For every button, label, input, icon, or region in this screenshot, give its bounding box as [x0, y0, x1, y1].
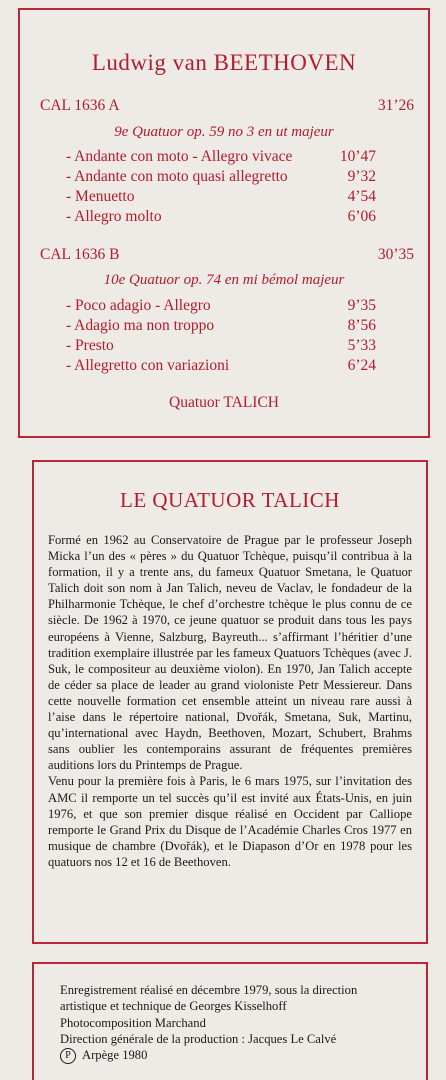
- biography-text: [48, 532, 412, 870]
- composer-title: Ludwig van BEETHOVEN: [91, 50, 357, 75]
- side-b-catalog: CAL 1636 B: [40, 246, 120, 263]
- performer: Quatuor TALICH: [169, 394, 279, 411]
- biography-paragraph: Venu pour la première fois à Paris, le 6 mars 1975, sur l’invitation des AMC il remporte un tel succès qu’il est invité aux États-Unis, en juin 1976, et que son premier disque réalisé en Occident par Calliope remporte le Grand Prix du Disque de l’Académie Charles Cros 1977 en musique de chambre (Dvořák), et le Diapason d’Or en 1978 pour les quatuors nos 12 et 16 de Beethoven.: [48, 774, 412, 869]
- copyright-line: [60, 1047, 416, 1064]
- tracklist-panel: [18, 8, 430, 438]
- track-title: - Poco adagio - Allegro: [66, 297, 211, 314]
- track-duration: 9’35: [347, 297, 376, 314]
- biography-paragraph: Formé en 1962 au Conservatoire de Prague par le professeur Joseph Micka l’un des « pères » du Quatuor Tchèque, puisqu’il contribua à la formation, il y a trente ans, du fameux Quatuor Smetana, le Quatuor Talich doit son nom à Jan Talich, neveu de Vaclav, le fondadeur de la Philharmonie Tchèque, le chef d’orchestre tchèque le plus connu de ce siècle. De 1962 à 1970, ce jeune quatuor se produit dans tous les pays européens à Vienne, Salzburg, Bayreuth... s’affirmant l’héritier d’une tradition exemplaire illustrée par les fameux Quatuors Tchèques (avec J. Suk, le compositeur au deuxième violon). En 1970, Jan Talich accepte de céder sa place de leader au grand violoniste Petr Messiereur. Dans cette nouvelle formation cet ensemble atteint un niveau rare aussi à l’aise dans le répertoire national, Dvořák, Smetana, Suk, Martinu, qu’international avec Haydn, Beethoven, Mozart, Schubert, Brahms sans oublier les contemporains assurant de fréquentes premières auditions lors du Printemps de Prague.: [48, 533, 412, 773]
- track-title: - Adagio ma non troppo: [66, 317, 215, 334]
- credits-text: [60, 982, 416, 1064]
- side-b-work: 10e Quatuor op. 74 en mi bémol majeur: [103, 272, 345, 288]
- phonogram-icon: P: [60, 1048, 76, 1064]
- biography-title: LE QUATUOR TALICH: [120, 488, 340, 512]
- biography-panel: [32, 460, 428, 944]
- credits-line: Enregistrement réalisé en décembre 1979, sous la direction: [60, 983, 358, 997]
- track-duration: 6’06: [347, 208, 376, 225]
- track-title: - Allegretto con variazioni: [66, 357, 230, 374]
- track-duration: 5’33: [347, 337, 376, 354]
- credits-panel: [32, 962, 428, 1080]
- track-duration: 9’32: [347, 168, 376, 185]
- track-duration: 10’47: [339, 148, 376, 165]
- track-title: - Andante con moto - Allegro vivace: [66, 148, 293, 165]
- track-title: - Menuetto: [66, 188, 135, 205]
- side-b-total: 30’35: [377, 246, 414, 263]
- track-title: - Andante con moto quasi allegretto: [66, 168, 288, 185]
- track-duration: 8’56: [347, 317, 376, 334]
- credits-line: artistique et technique de Georges Kisselhoff: [60, 999, 287, 1014]
- side-a-catalog: CAL 1636 A: [40, 97, 120, 114]
- track-duration: 6’24: [347, 357, 376, 374]
- credits-line: Photocomposition Marchand: [60, 1015, 206, 1030]
- track-duration: 4’54: [347, 188, 376, 205]
- side-a-work: 9e Quatuor op. 59 no 3 en ut majeur: [114, 124, 334, 140]
- track-title: - Presto: [66, 337, 114, 354]
- side-a-total: 31’26: [377, 97, 414, 114]
- credits-line: Direction générale de la production : Jacques Le Calvé: [60, 1031, 337, 1046]
- copyright-text: Arpège 1980: [82, 1048, 148, 1063]
- track-title: - Allegro molto: [66, 208, 162, 225]
